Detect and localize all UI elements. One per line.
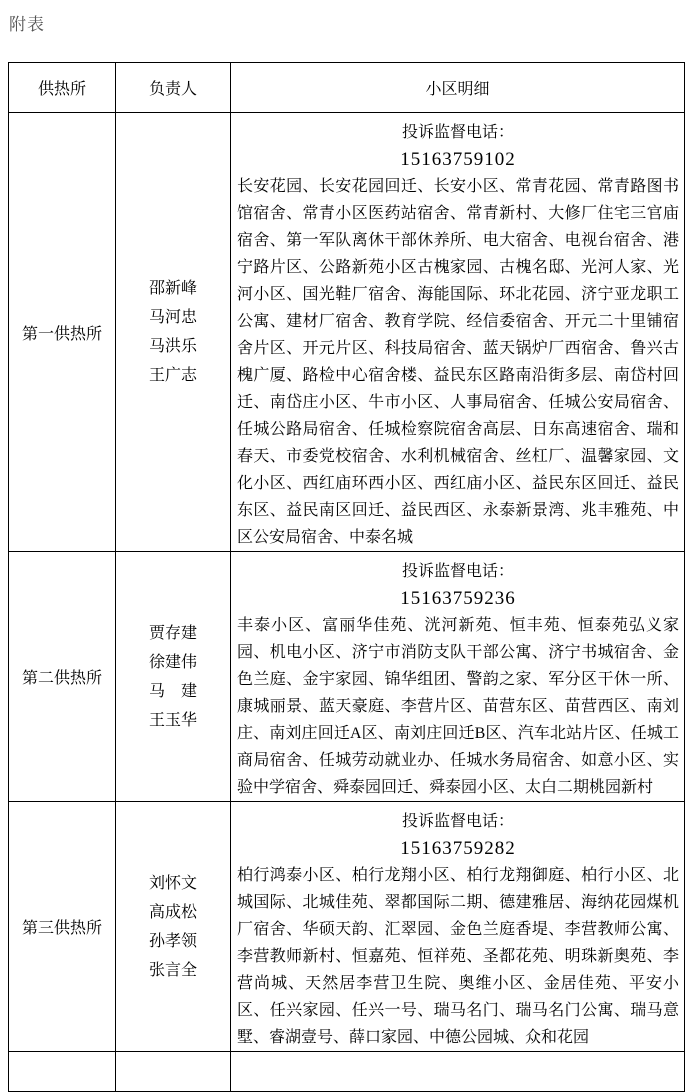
manager-name: 孙孝领 <box>148 932 197 950</box>
manager-name: 徐建伟 <box>148 653 197 671</box>
header-manager: 负责人 <box>116 63 231 113</box>
managers-cell <box>116 802 231 1052</box>
table-row <box>9 802 685 1052</box>
station-name <box>9 1052 116 1092</box>
header-station: 供热所 <box>9 63 116 113</box>
manager-name: 邵新峰 <box>148 280 197 297</box>
table-row <box>9 113 685 552</box>
table-row <box>9 552 685 802</box>
station-name: 第一供热所 <box>9 113 116 552</box>
manager-name: 马河忠 <box>148 309 197 326</box>
hotline-label: 投诉监督电话： <box>401 124 514 141</box>
managers-cell <box>116 113 231 552</box>
heating-stations-table <box>8 62 685 1092</box>
hotline-number: 15163759236 <box>400 588 516 609</box>
header-communities: 小区明细 <box>231 63 685 113</box>
manager-name: 王广志 <box>148 367 197 384</box>
managers-cell <box>116 552 231 802</box>
communities-cell <box>231 1052 685 1092</box>
hotline-number: 15163759282 <box>400 838 516 859</box>
manager-name: 高成松 <box>148 903 197 921</box>
station-name: 第三供热所 <box>9 802 116 1052</box>
communities-text: 柏行鸿泰小区、柏行龙翔小区、柏行龙翔御庭、柏行小区、北城国际、北城佳苑、翠都国际二期、德建雅居、海纳花园煤机厂宿舍、华硕天韵、汇翠园、金色兰庭香堤、李营教师公寓、李营教师新村、恒嘉苑、恒祥苑、圣都花苑、明珠新奥苑、李营尚城、天然居李营卫生院、奥维小区、金居佳苑、平安小区、任兴家园、任兴一号、瑞马名门、瑞马名门公寓、瑞马意墅、睿湖壹号、薛口家园、中德公园城、众和花园 <box>237 867 679 1046</box>
communities-cell <box>231 552 685 802</box>
manager-name: 马 建 <box>148 682 197 700</box>
header-row <box>9 63 685 113</box>
communities-text: 丰泰小区、富丽华佳苑、洸河新苑、恒丰苑、恒泰苑弘义家园、机电小区、济宁市消防支队干部公寓、济宁书城宿舍、金色兰庭、金宇家园、锦华组团、警韵之家、军分区干休一所、康城丽景、蓝天豪庭、李营片区、苗营东区、苗营西区、南刘庄、南刘庄回迁A区、南刘庄回迁B区、汽车北站片区、任城工商局宿舍、任城劳动就业办、任城水务局宿舍、如意小区、实验中学宿舍、舜泰园回迁、舜泰园小区、太白二期桃园新村 <box>237 617 679 796</box>
table-row-partial <box>9 1052 685 1092</box>
communities-cell <box>231 113 685 552</box>
station-name: 第二供热所 <box>9 552 116 802</box>
manager-name: 贾存建 <box>148 624 197 642</box>
managers-cell <box>116 1052 231 1092</box>
manager-name: 马洪乐 <box>148 338 197 355</box>
manager-name: 刘怀文 <box>148 874 197 892</box>
hotline-label: 投诉监督电话： <box>401 563 514 580</box>
manager-name: 王玉华 <box>148 711 197 729</box>
communities-text: 长安花园、长安花园回迁、长安小区、常青花园、常青路图书馆宿舍、常青小区医药站宿舍、常青新村、大修厂住宅三官庙宿舍、第一军队离休干部休养所、电大宿舍、电视台宿舍、港宁路片区、公路新苑小区古槐家园、古槐名邸、光河人家、光河小区、国光鞋厂宿舍、海能国际、环北花园、济宁亚龙职工公寓、建材厂宿舍、教育学院、经信委宿舍、开元二十里铺宿舍片区、开元片区、科技局宿舍、蓝天锅炉厂西宿舍、鲁兴古槐广厦、路检中心宿舍楼、益民东区路南沿街多层、南岱村回迁、南岱庄小区、牛市小区、人事局宿舍、任城公安局宿舍、任城公路局宿舍、任城检察院宿舍高层、日东高速宿舍、瑞和春天、市委党校宿舍、水利机械宿舍、丝杠厂、温馨家园、文化小区、西红庙环西小区、西红庙小区、益民东区回迁、益民东区、益民南区回迁、益民西区、永泰新景湾、兆丰雅苑、中区公安局宿舍、中泰名城 <box>237 178 679 546</box>
page-title: 附表 <box>9 15 45 34</box>
manager-name: 张言全 <box>148 961 197 979</box>
hotline-label: 投诉监督电话： <box>401 813 514 830</box>
communities-cell <box>231 802 685 1052</box>
hotline-number: 15163759102 <box>400 149 516 170</box>
